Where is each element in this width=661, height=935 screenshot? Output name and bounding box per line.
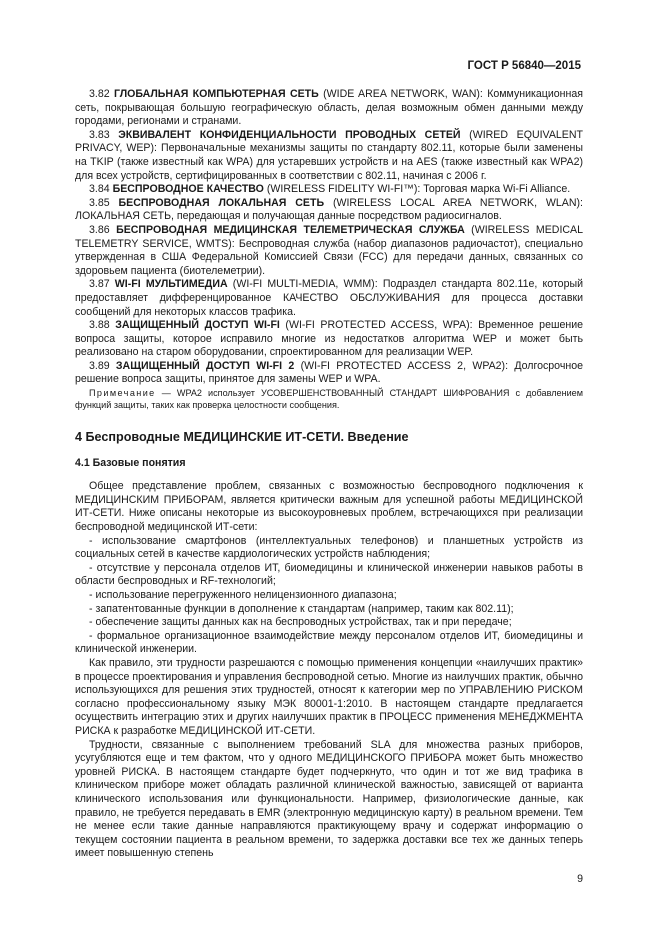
- section-heading: 4 Беспроводные МЕДИЦИНСКИЕ ИТ-СЕТИ. Введение: [75, 430, 409, 445]
- note-label: Примечание: [89, 388, 156, 399]
- definition-3-85: [75, 197, 583, 224]
- definition-text: (WIDE AREA NETWORK, WAN): Коммуникационная сеть, покрывающая большую географическую область, делая возможным обмен данными между городами, регионами и странами.: [75, 88, 583, 128]
- list-item: - отсутствие у персонала отделов ИТ, биомедицины и клинической инженерии навыков работы в области беспроводных и RF-технологий;: [75, 561, 583, 588]
- definition-3-86: [75, 224, 583, 278]
- note-paragraph: [75, 387, 583, 411]
- definition-3-83: [75, 129, 583, 183]
- definition-text: (WIRELESS FIDELITY WI-FI™): Торговая марка Wi-Fi Alliance.: [263, 183, 571, 196]
- definition-3-82: [75, 88, 583, 129]
- definition-term: ГЛОБАЛЬНАЯ КОМПЬЮТЕРНАЯ СЕТЬ: [113, 88, 319, 100]
- definition-term: ЭКВИВАЛЕНТ КОНФИДЕНЦИАЛЬНОСТИ ПРОВОДНЫХ СЕТЕЙ: [118, 128, 461, 141]
- definition-number: 3.86: [89, 223, 110, 236]
- definition-term: БЕСПРОВОДНАЯ МЕДИЦИНСКАЯ ТЕЛЕМЕТРИЧЕСКАЯ СЛУЖБА: [116, 223, 465, 236]
- list-item: - использование перегруженного нелицензионного диапазона;: [89, 589, 397, 601]
- page-number: 9: [577, 873, 583, 885]
- page-content: [75, 88, 583, 861]
- definition-number: 3.87: [89, 278, 110, 291]
- definition-term: БЕСПРОВОДНОЕ КАЧЕСТВО: [112, 183, 264, 196]
- definition-3-84: [75, 183, 583, 197]
- definition-term: БЕСПРОВОДНАЯ ЛОКАЛЬНАЯ СЕТЬ: [118, 196, 325, 209]
- definition-number: 3.83: [89, 128, 110, 141]
- standard-header: ГОСТ Р 56840—2015: [467, 60, 581, 72]
- definition-text: (WI-FI PROTECTED ACCESS, WPA): Временное решение вопроса защиты, которое исправило многие из недостатков алгоритма WEP и может быть реализовано на старом оборудовании, спроектированном для реализации WEP.: [75, 319, 584, 359]
- definition-term: ЗАЩИЩЕННЫЙ ДОСТУП WI-FI 2: [115, 359, 295, 372]
- definition-term: WI-FI МУЛЬТИМЕДИА: [114, 278, 228, 291]
- definition-number: 3.85: [89, 196, 110, 209]
- list-item: - запатентованные функции в дополнение к стандартам (например, таким как 802.11);: [89, 602, 514, 615]
- definition-3-87: [75, 278, 583, 319]
- list-item: - обеспечение защиты данных как на беспроводных устройствах, так и при передаче;: [89, 616, 512, 629]
- list-item: - использование смартфонов (интеллектуальных телефонов) и планшетных устройств из социальных сетей в качестве кардиологических устройств наблюдения;: [75, 534, 583, 561]
- definition-text: (WIRELESS LOCAL AREA NETWORK, WLAN): ЛОКАЛЬНАЯ СЕТЬ, передающая и получающая данные посредством радиосигналов.: [75, 196, 583, 223]
- definition-text: (WI-FI PROTECTED ACCESS 2, WPA2): Долгосрочное решение вопроса защиты, принятое для замены WEP и WPA.: [75, 359, 583, 386]
- definition-number: 3.84: [89, 183, 110, 196]
- definition-number: 3.89: [89, 359, 110, 372]
- definition-3-88: [75, 319, 583, 360]
- definition-3-89: [75, 360, 583, 387]
- subsection-heading: 4.1 Базовые понятия: [75, 456, 186, 469]
- definition-text: (WIRED EQUIVALENT PRIVACY, WEP): Первоначальные механизмы защиты по стандарту 802.11, которые были заменены на TKIP (также известный как WPA) для устаревших устройств и на AES (также известный как WPA2) для всех устройств, сертифицированных в соответствии с 802.11, начиная с 2006 г.: [75, 128, 583, 182]
- definitions-list: [75, 88, 583, 387]
- definition-number: 3.82: [89, 88, 110, 100]
- definition-text: (WI-FI MULTI-MEDIA, WMM): Подраздел стандарта 802.11е, который предоставляет дифференцированное КАЧЕСТВО ОБСЛУЖИВАНИЯ для процесса доставки сообщений для некоторых классов трафика.: [75, 278, 583, 318]
- best-practices-paragraph: Как правило, эти трудности разрешаются с помощью применения концепции «наилучших практик» в процессе проектирования и управления беспроводной сетью. Многие из наилучших практик, обычно использующихся для решения этих трудностей, относят к категории мер по УПРАВЛЕНИЮ РИСКОМ согласно профессиональному языку МЭК 80001-1:2010. В настоящем стандарте предлагается осуществить интеграцию этих и других наилучших практик в ПРОЦЕСС применения МЕНЕДЖМЕНТА РИСКА к разработке МЕДИЦИНСКОЙ ИТ-СЕТИ.: [75, 656, 583, 737]
- note-text: — WPA2 использует УСОВЕРШЕНСТВОВАННЫЙ СТАНДАРТ ШИФРОВАНИЯ с добавлением функций защиты, таких как проверка целостности сообщения.: [75, 388, 583, 411]
- definition-number: 3.88: [89, 319, 110, 332]
- definition-text: (WIRELESS MEDICAL TELEMETRY SERVICE, WMTS): Беспроводная служба (набор диапазонов радиочастот), специально утвержденная в США Федеральной Комиссией Связи (FCC) для передачи данных, связанных со здоровьем пациента (биотелеметрии).: [75, 223, 583, 277]
- list-item: - формальное организационное взаимодействие между персоналом отделов ИТ, биомедицины и клинической инженерии.: [75, 629, 583, 656]
- intro-paragraph: Общее представление проблем, связанных с возможностью беспроводного подключения к МЕДИЦИНСКИМ ПРИБОРАМ, является критически важным для успешной работы МЕДИЦИНСКОЙ ИТ-СЕТИ. Ниже описаны некоторые из высокоуровневых проблем, встречающихся при реализации беспроводной медицинской ИТ-сети:: [75, 480, 583, 534]
- definition-term: ЗАЩИЩЕННЫЙ ДОСТУП WI-FI: [115, 319, 280, 332]
- sla-paragraph: Трудности, связанные с выполнением требований SLA для множества разных приборов, усугубляются еще и тем фактом, что у одного МЕДИЦИНСКОГО ПРИБОРА может быть множество уровней РИСКА. В настоящем стандарте будет подчеркнуто, что один и тот же вид трафика в клиническом приборе может обладать различной клинической важностью, зависящей от варианта клинического использования или функциональности. Например, физиологические данные, как правило, не требуется передавать в EMR (электронную медицинскую карту) в реальном времени. Тем не менее если такие данные направляются практикующему врачу и содержат информацию о текущем состоянии пациента в реальном времени, то задержка доставки все тех же данных теперь имеет повышенную степень: [75, 738, 583, 860]
